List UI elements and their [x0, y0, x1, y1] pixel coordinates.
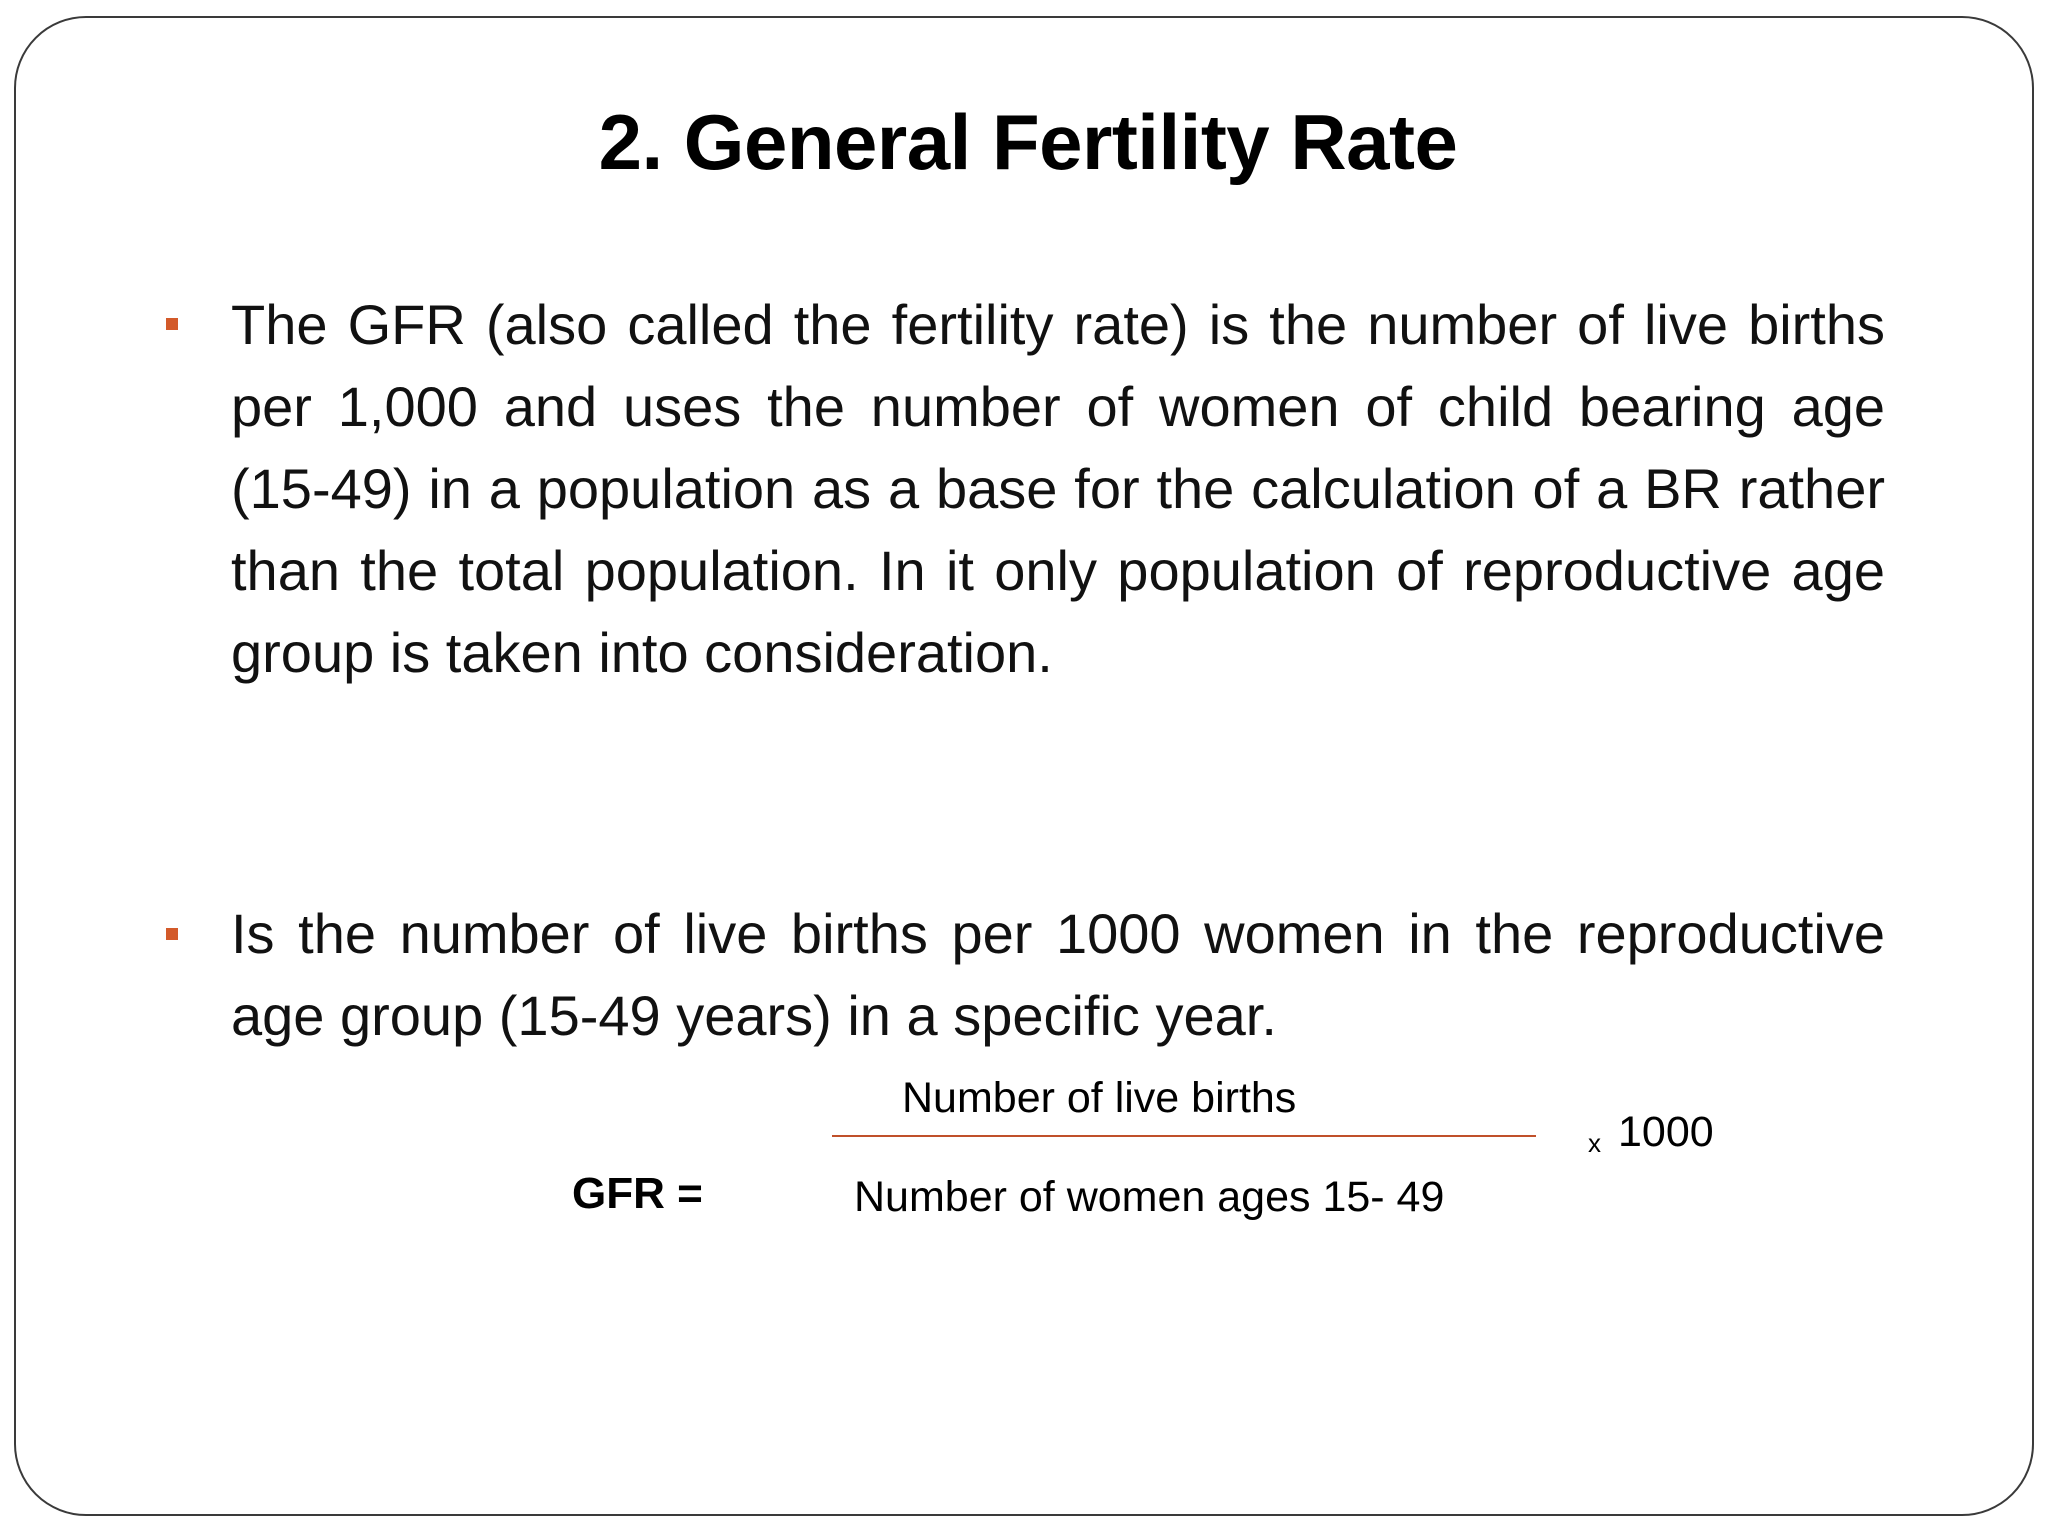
bullet-marker [166, 318, 178, 330]
times-symbol: x [1588, 1128, 1601, 1158]
bullet-text: The GFR (also called the fertility rate) is the number of live births per 1,000 and uses the number of women of child bearing age (15-49) in a population as a base for the calculation of a BR rather than the total population. In it only population of reproductive age group is taken into consideration. [231, 293, 1885, 684]
formula-denominator: Number of women ages 15- 49 [854, 1173, 1445, 1221]
formula-multiplier: 1000 [1618, 1108, 1714, 1156]
bullet-text: Is the number of live births per 1000 women in the reproductive age group (15-49 years) in a specific year. [231, 902, 1885, 1047]
formula-numerator: Number of live births [902, 1074, 1297, 1122]
bullet-marker [166, 928, 178, 940]
fraction-line [832, 1135, 1536, 1137]
slide [14, 16, 2034, 1516]
slide-title: 2. General Fertility Rate [598, 98, 1458, 186]
formula-label: GFR = [572, 1169, 703, 1218]
